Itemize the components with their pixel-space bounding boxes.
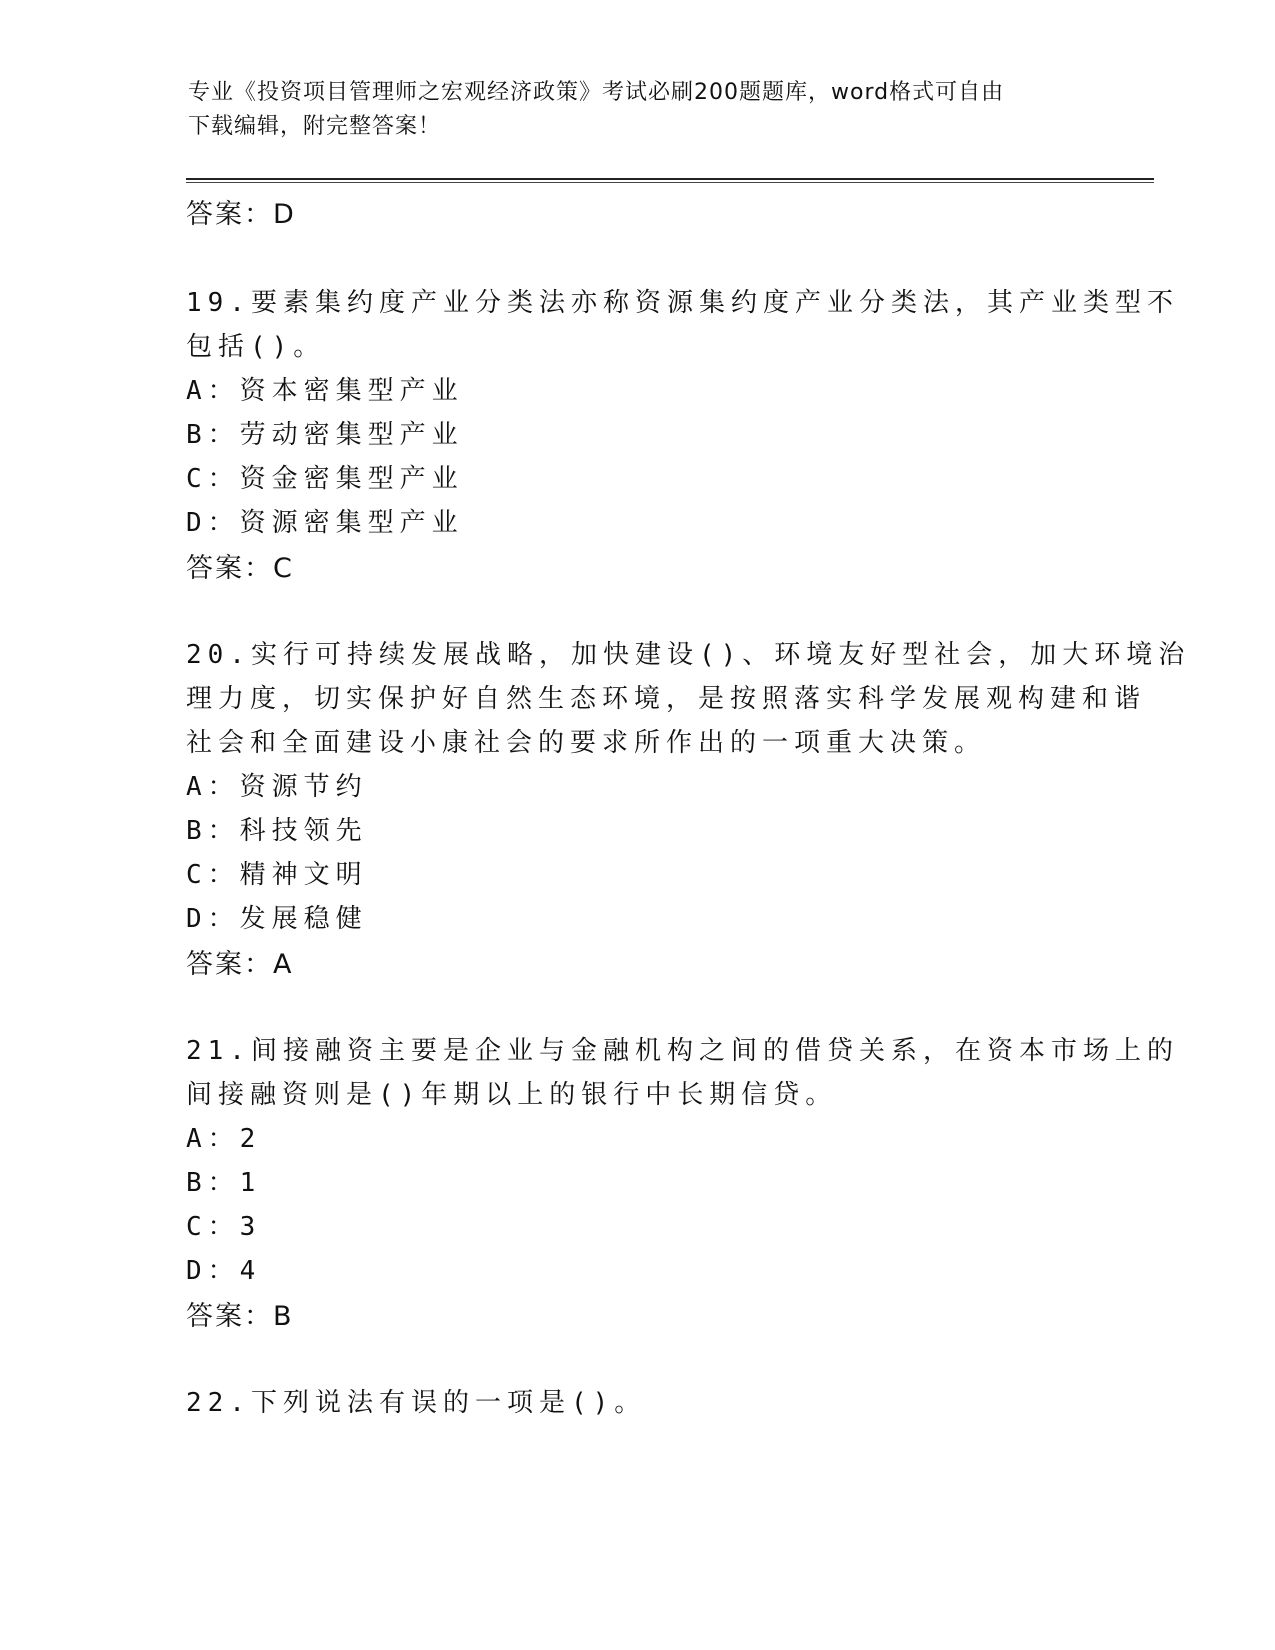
header-rule-thin [186,182,1154,183]
question-20-option-b: B：科技领先 [186,816,368,846]
header-line-2: 下载编辑，附完整答案！ [188,114,442,139]
header-line-1: 专业《投资项目管理师之宏观经济政策》考试必刷200题题库，word格式可自由 [188,80,1005,105]
question-19-line-1: 19.要素集约度产业分类法亦称资源集约度产业分类法，其产业类型不 [186,288,1179,318]
question-21-option-d: D：4 [186,1256,262,1286]
question-20-line-3: 社会和全面建设小康社会的要求所作出的一项重大决策。 [186,728,987,758]
answer-21: 答案：B [186,1301,294,1332]
question-21-option-a: A：2 [186,1124,262,1154]
question-19-option-a: A：资本密集型产业 [186,376,464,406]
answer-20: 答案：A [186,949,294,980]
question-20-option-d: D：发展稳健 [186,904,368,934]
question-19-option-d: D：资源密集型产业 [186,508,464,538]
answer-18: 答案：D [186,199,296,230]
document-header [188,76,1088,144]
question-20-line-1: 20.实行可持续发展战略，加快建设()、环境友好型社会，加大环境治 [186,640,1191,670]
question-22-line-1: 22.下列说法有误的一项是()。 [186,1388,647,1418]
question-21-line-1: 21.间接融资主要是企业与金融机构之间的借贷关系，在资本市场上的 [186,1036,1179,1066]
question-19-option-b: B：劳动密集型产业 [186,420,464,450]
answer-19: 答案：C [186,553,294,584]
question-19-line-2: 包括()。 [186,332,326,362]
question-21-option-b: B：1 [186,1168,262,1198]
question-21-option-c: C：3 [186,1212,262,1242]
question-20-line-2: 理力度，切实保护好自然生态环境，是按照落实科学发展观构建和谐 [186,684,1147,714]
question-21-line-2: 间接融资则是()年期以上的银行中长期信贷。 [186,1080,838,1110]
question-19-option-c: C：资金密集型产业 [186,464,464,494]
header-rule-thick [186,178,1154,180]
question-20-option-a: A：资源节约 [186,772,368,802]
question-20-option-c: C：精神文明 [186,860,368,890]
